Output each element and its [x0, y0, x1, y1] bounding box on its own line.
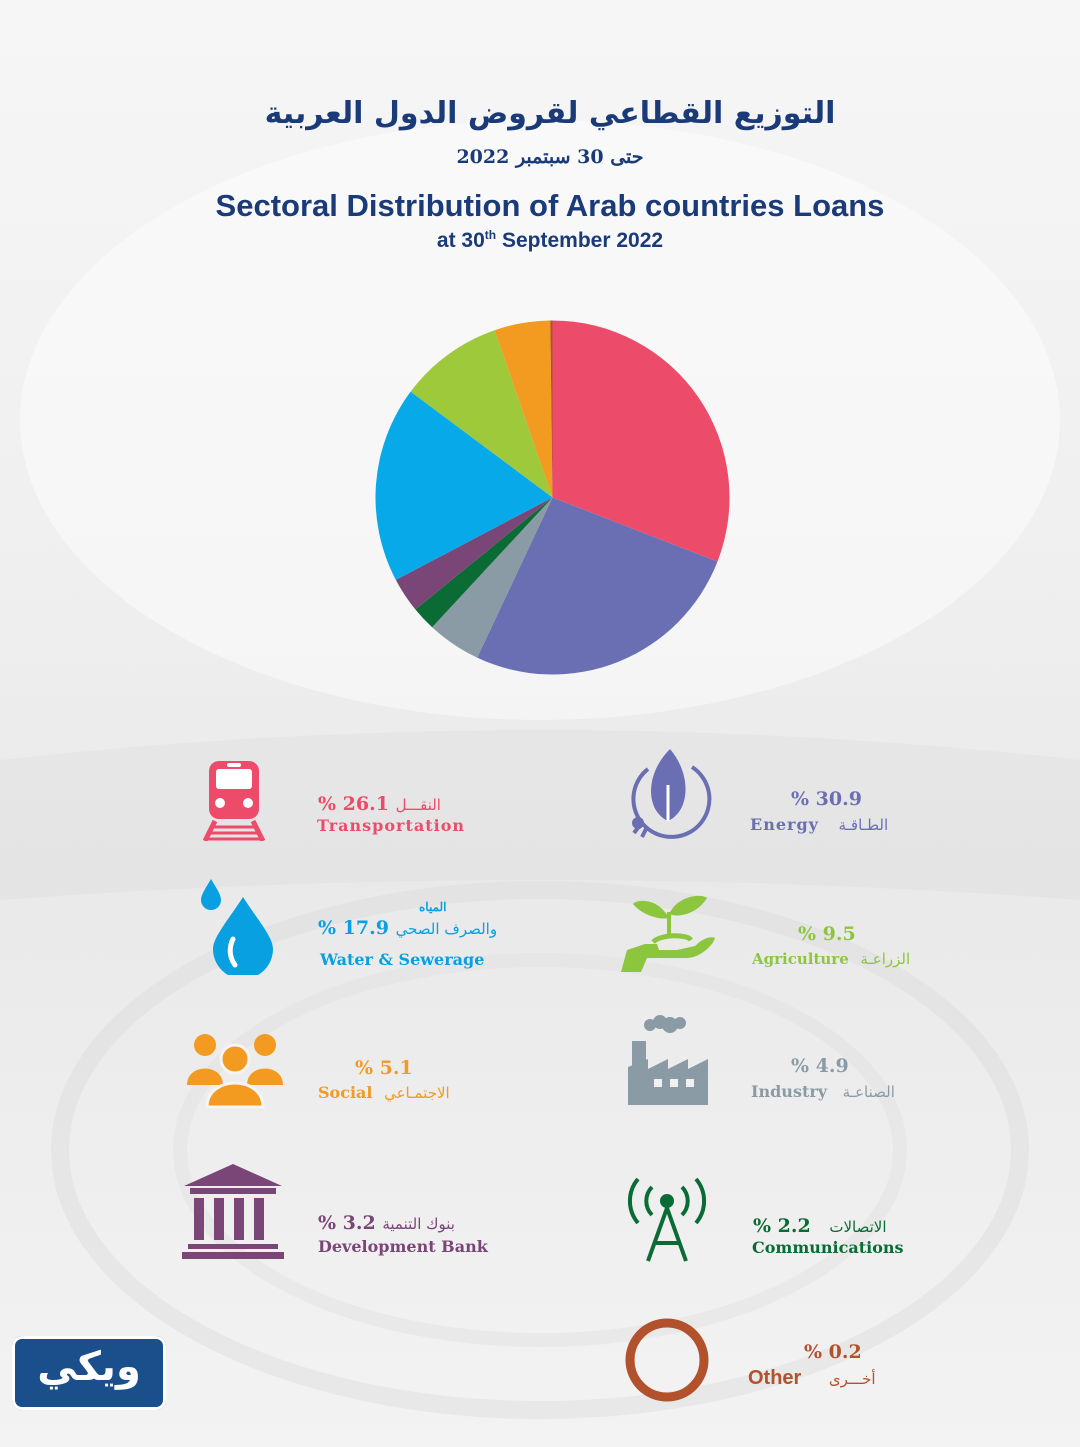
- transportation-label-en: Transportation: [317, 816, 465, 835]
- ring-icon: [622, 1315, 712, 1405]
- legend-industry: [620, 1015, 920, 1110]
- social-label-ar: الاجتمـاعي: [384, 1084, 450, 1102]
- legend-transportation: [195, 755, 495, 845]
- legend-social: [185, 1025, 485, 1115]
- water-percent: % 17.9: [318, 917, 389, 939]
- energy-percent: % 30.9: [791, 788, 862, 810]
- legend-development-bank: [180, 1160, 490, 1260]
- water-label-en: Water & Sewerage: [320, 950, 485, 969]
- water-drop-icon: [197, 875, 275, 975]
- subtitle-arabic: حتى 30 سبتمبر 2022: [456, 146, 644, 168]
- train-icon: [203, 759, 265, 841]
- agriculture-percent: % 9.5: [798, 923, 856, 945]
- legend-communications: [622, 1175, 922, 1265]
- other-percent: % 0.2: [804, 1341, 862, 1363]
- wiki-logo: [12, 1336, 166, 1410]
- legend-water: [195, 875, 498, 975]
- people-icon: [187, 1029, 283, 1109]
- title-english: Sectoral Distribution of Arab countries Loans: [215, 188, 885, 223]
- social-label-en: Social: [318, 1083, 373, 1102]
- logo-text: ويكي: [37, 1344, 141, 1390]
- devbank-percent: % 3.2: [318, 1212, 376, 1234]
- devbank-label-en: Development Bank: [318, 1237, 488, 1256]
- energy-label-ar: الطـاقـة: [838, 816, 889, 834]
- bank-icon: [180, 1162, 286, 1260]
- comms-label-ar: الاتصالات: [829, 1218, 887, 1236]
- title-arabic: التوزيع القطاعي لقروض الدول العربية: [264, 96, 836, 131]
- antenna-icon: [622, 1175, 712, 1263]
- sector-pie-chart: [360, 305, 745, 690]
- legend-other: [622, 1315, 922, 1410]
- industry-label-ar: الصناعـة: [842, 1083, 895, 1101]
- agriculture-label-ar: الزراعـة: [860, 950, 911, 968]
- industry-percent: % 4.9: [791, 1055, 849, 1077]
- social-percent: % 5.1: [355, 1057, 413, 1079]
- plant-hand-icon: [617, 892, 719, 976]
- subtitle-english: at 30th September 2022: [436, 228, 664, 252]
- other-label-ar: أخـــرى: [828, 1370, 876, 1388]
- water-label-ar-1: المياه: [419, 900, 447, 914]
- energy-label-en: Energy: [750, 815, 819, 834]
- agriculture-label-en: Agriculture: [752, 950, 849, 968]
- comms-percent: % 2.2: [753, 1215, 811, 1237]
- comms-label-en: Communications: [752, 1238, 904, 1257]
- other-label-en: Other: [748, 1367, 802, 1389]
- industry-label-en: Industry: [751, 1082, 828, 1101]
- transportation-label-ar: النقـــل: [395, 796, 441, 814]
- legend-agriculture: [615, 890, 915, 980]
- transportation-percent: % 26.1: [318, 793, 389, 815]
- leaf-plug-icon: [624, 745, 714, 840]
- legend-energy: [620, 745, 920, 845]
- factory-icon: [624, 1015, 710, 1107]
- water-label-ar-2: والصرف الصحي: [395, 920, 498, 938]
- devbank-label-ar: بنوك التنمية: [382, 1215, 455, 1233]
